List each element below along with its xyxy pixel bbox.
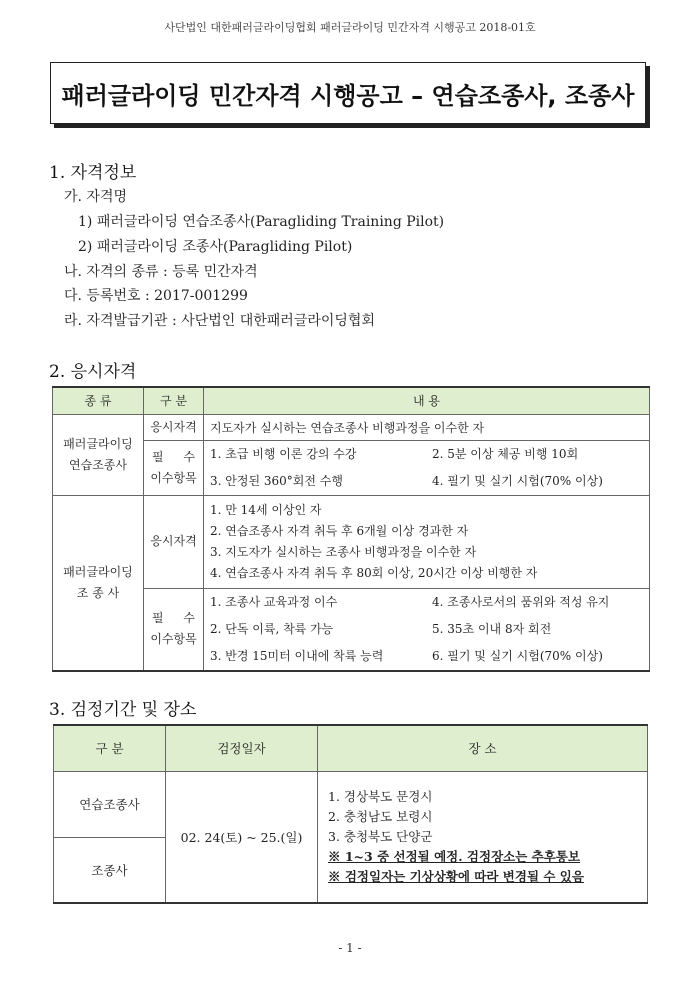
table-row <box>53 495 650 588</box>
info-item: 2) 패러글라이딩 조종사(Paragliding Pilot) <box>78 239 353 255</box>
list-item: 1. 경상북도 문경시 <box>328 788 433 804</box>
table-row <box>53 414 650 440</box>
section-2-title: 2. 응시자격 <box>49 362 137 382</box>
list-item: 2. 5분 이상 체공 비행 10회 <box>432 446 579 461</box>
exam-places <box>318 771 648 903</box>
list-item: 4. 조종사로서의 품위와 적성 유지 <box>432 594 610 609</box>
row-trainee: 연습조종사 <box>54 771 166 837</box>
page-number: - 1 - <box>338 941 362 955</box>
trainee-eligibility-label: 응시자격 <box>144 414 204 440</box>
list-item: 3. 반경 15미터 이내에 착륙 능력 <box>210 648 384 663</box>
header-type: 종 류 <box>53 387 144 414</box>
note: ※ 1~3 중 선정될 예정. 검정장소는 추후통보 <box>328 848 580 864</box>
info-item: 가. 자격명 <box>64 189 127 205</box>
row-pilot: 조종사 <box>54 837 166 903</box>
qualification-table <box>52 386 650 672</box>
list-item: 1. 조종사 교육과정 이수 <box>210 594 338 609</box>
table-row <box>54 771 648 837</box>
info-item: 나. 자격의 종류 : 등록 민간자격 <box>64 264 258 280</box>
trainee-required-label: 필 수 이수항목 <box>144 440 204 495</box>
section-3-title: 3. 검정기간 및 장소 <box>49 700 197 720</box>
list-item: 3. 안정된 360°회전 수행 <box>210 473 343 488</box>
pilot-category: 패러글라이딩 조 종 사 <box>53 495 144 671</box>
list-item: 2. 단독 이륙, 착륙 가능 <box>210 621 334 636</box>
list-item: 3. 지도자가 실시하는 조종사 비행과정을 이수한 자 <box>210 544 477 559</box>
exam-schedule-table <box>53 724 648 904</box>
list-item: 3. 충청북도 단양군 <box>328 828 433 844</box>
list-item: 1. 만 14세 이상인 자 <box>210 502 322 517</box>
section-1-title: 1. 자격정보 <box>49 163 137 183</box>
list-item: 2. 충청남도 보령시 <box>328 808 433 824</box>
pilot-required-label: 필 수 이수항목 <box>144 588 204 671</box>
header-content: 내 용 <box>204 387 650 414</box>
exam-date: 02. 24(토) ~ 25.(일) <box>166 771 318 903</box>
info-item: 1) 패러글라이딩 연습조종사(Paragliding Training Pilot) <box>78 214 445 230</box>
list-item: 4. 연습조종사 자격 취득 후 80회 이상, 20시간 이상 비행한 자 <box>210 565 538 580</box>
title-box <box>50 62 646 124</box>
info-item: 다. 등록번호 : 2017-001299 <box>64 288 248 304</box>
document-header: 사단법인 대한패러글라이딩협회 패러글라이딩 민간자격 시행공고 2018-01호 <box>164 21 536 34</box>
pilot-eligibility-label: 응시자격 <box>144 495 204 588</box>
header-place: 장 소 <box>318 725 648 771</box>
header-date: 검정일자 <box>166 725 318 771</box>
list-item: 4. 필기 및 실기 시험(70% 이상) <box>432 473 603 488</box>
note: ※ 검정일자는 기상상황에 따라 변경될 수 있음 <box>328 868 584 884</box>
list-item: 6. 필기 및 실기 시험(70% 이상) <box>432 648 603 663</box>
list-item: 5. 35초 이내 8자 회전 <box>432 621 552 636</box>
list-item: 1. 초급 비행 이론 강의 수강 <box>210 446 357 461</box>
trainee-required-items <box>204 440 650 495</box>
trainee-category: 패러글라이딩 연습조종사 <box>53 414 144 495</box>
pilot-eligibility <box>204 495 650 588</box>
trainee-eligibility: 지도자가 실시하는 연습조종사 비행과정을 이수한 자 <box>204 414 650 440</box>
header-division: 구 분 <box>54 725 166 771</box>
page-title: 패러글라이딩 민간자격 시행공고 – 연습조종사, 조종사 <box>61 81 635 110</box>
pilot-required-items <box>204 588 650 671</box>
list-item: 2. 연습조종사 자격 취득 후 6개월 이상 경과한 자 <box>210 523 469 538</box>
table-header-row <box>54 725 648 771</box>
header-division: 구 분 <box>144 387 204 414</box>
info-item: 라. 자격발급기관 : 사단법인 대한패러글라이딩협회 <box>64 313 375 329</box>
table-header-row <box>53 387 650 414</box>
